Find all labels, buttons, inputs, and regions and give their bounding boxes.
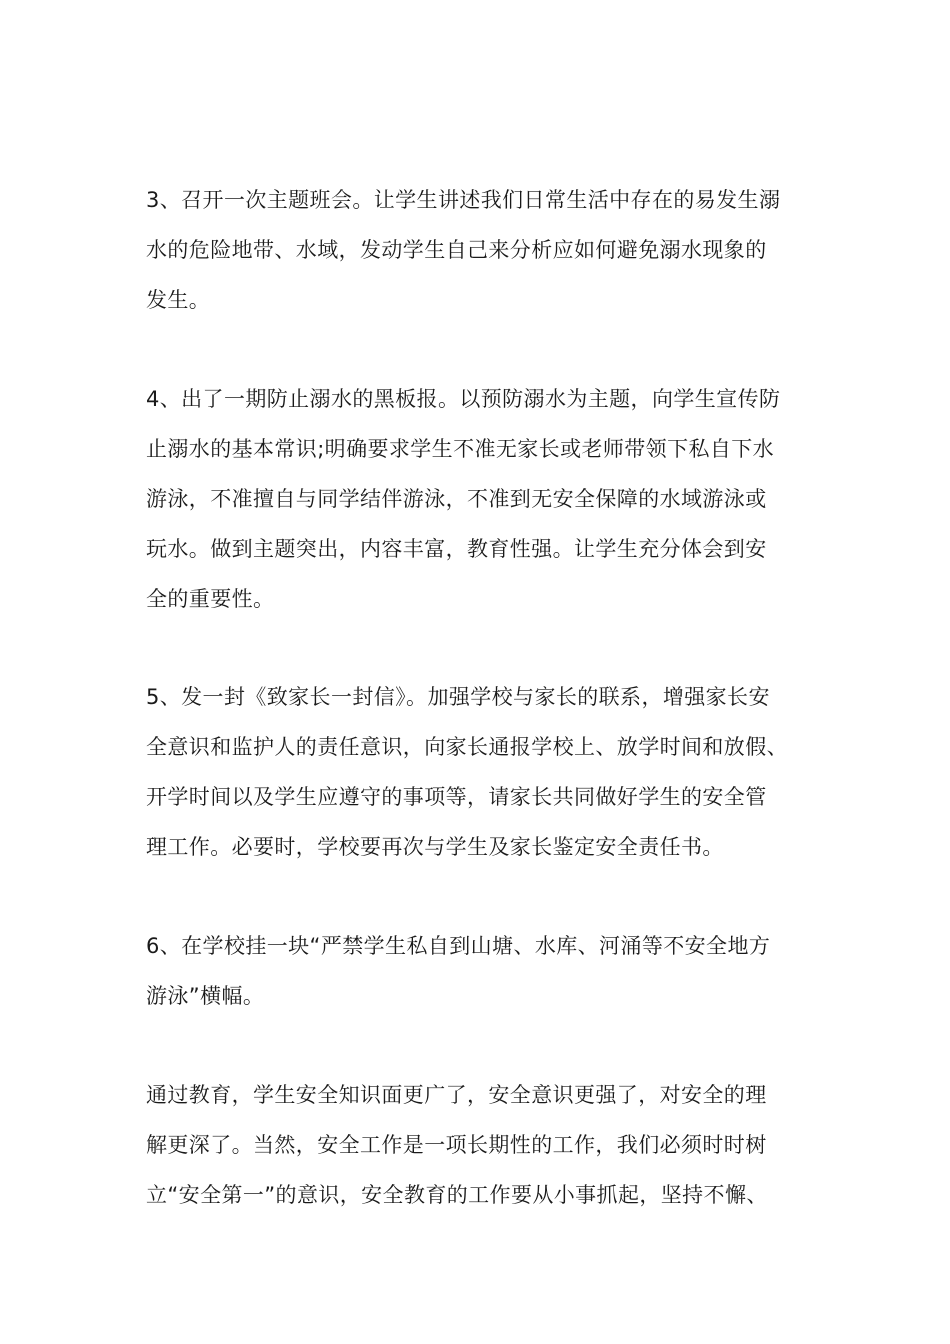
paragraph-conclusion (146, 1070, 826, 1220)
paragraph-item-4 (146, 374, 826, 624)
paragraph-line: 水的危险地带、水域，发动学生自己来分析应如何避免溺水现象的 (146, 238, 767, 262)
paragraph-line: 4、出了一期防止溺水的黑板报。以预防溺水为主题，向学生宣传防 (146, 387, 781, 411)
paragraph-line: 解更深了。当然，安全工作是一项长期性的工作，我们必须时时树 (146, 1133, 767, 1157)
paragraph-line: 发生。 (146, 288, 211, 312)
paragraph-line: 通过教育，学生安全知识面更广了，安全意识更强了，对安全的理 (146, 1083, 767, 1107)
paragraph-line: 3、召开一次主题班会。让学生讲述我们日常生活中存在的易发生溺 (146, 188, 781, 212)
paragraph-line: 玩水。做到主题突出，内容丰富，教育性强。让学生充分体会到安 (146, 537, 767, 561)
paragraph-line: 全的重要性。 (146, 587, 275, 611)
paragraph-line: 全意识和监护人的责任意识，向家长通报学校上、放学时间和放假、 (146, 735, 788, 759)
paragraph-line: 理工作。必要时，学校要再次与学生及家长鉴定安全责任书。 (146, 835, 724, 859)
paragraph-line: 游泳”横幅。 (146, 984, 265, 1008)
paragraph-line: 开学时间以及学生应遵守的事项等，请家长共同做好学生的安全管 (146, 785, 767, 809)
paragraph-line: 游泳，不准擅自与同学结伴游泳，不准到无安全保障的水域游泳或 (146, 487, 767, 511)
paragraph-line: 6、在学校挂一块“严禁学生私自到山塘、水库、河涌等不安全地方 (146, 934, 771, 958)
paragraph-line: 5、发一封《致家长一封信》。加强学校与家长的联系，增强家长安 (146, 685, 770, 709)
paragraph-item-5 (146, 672, 826, 872)
paragraph-line: 止溺水的基本常识;明确要求学生不准无家长或老师带领下私自下水 (146, 437, 775, 461)
paragraph-item-3 (146, 175, 826, 325)
paragraph-item-6 (146, 921, 826, 1021)
paragraph-line: 立“安全第一”的意识，安全教育的工作要从小事抓起，坚持不懈、 (146, 1183, 768, 1207)
